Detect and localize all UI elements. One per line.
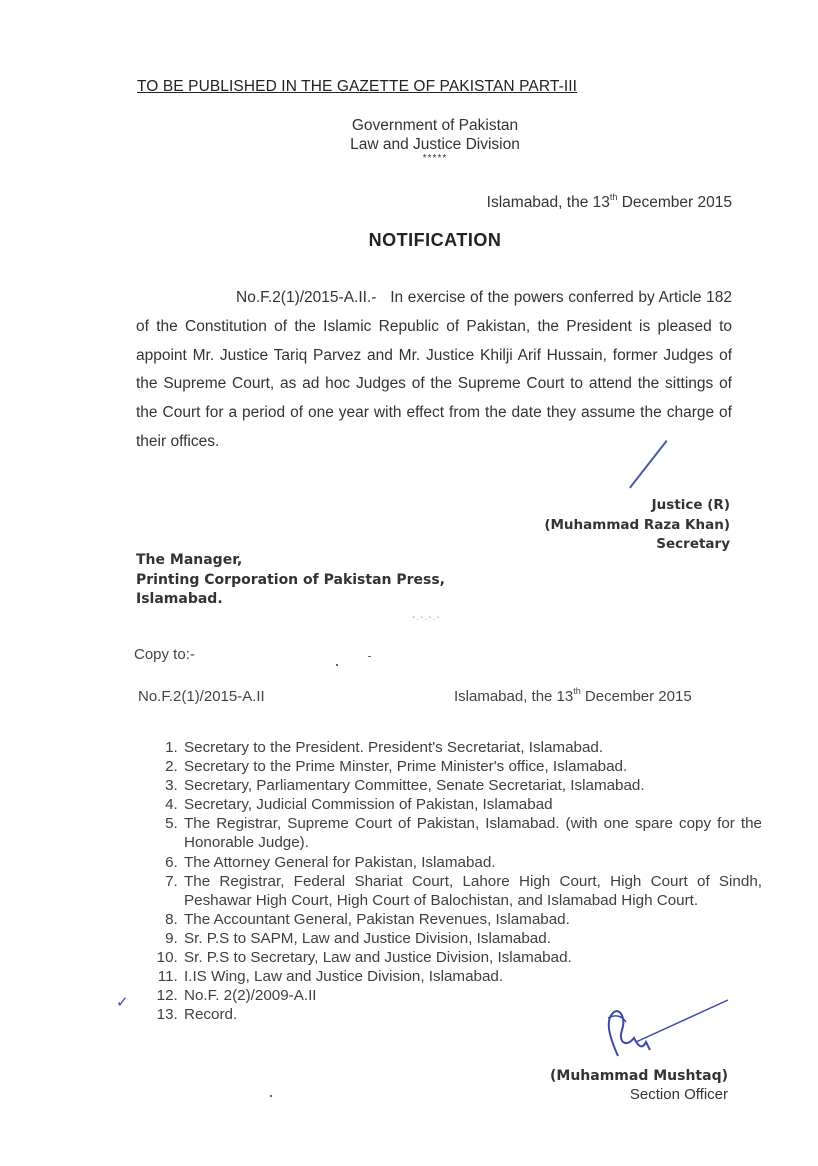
separator: -.-.-.-: [412, 612, 441, 623]
signatory-title: Justice (R): [651, 497, 730, 513]
list-item: 4. Secretary, Judicial Commission of Pakistan, Islamabad: [182, 795, 762, 814]
addressee-line: Islamabad.: [136, 591, 223, 607]
distribution-list: [152, 738, 762, 1024]
section-officer-title: Section Officer: [629, 1086, 728, 1103]
handwritten-signature: [596, 998, 736, 1068]
list-item: 1. Secretary to the President. President's Secretariat, Islamabad.: [182, 738, 762, 757]
tick-mark-icon: ✓: [116, 994, 129, 1011]
list-item: 5. The Registrar, Supreme Court of Pakistan, Islamabad. (with one spare copy for the Honorable Judge).: [182, 814, 762, 852]
list-item: 11. I.IS Wing, Law and Justice Division, Islamabad.: [182, 967, 762, 986]
stars-divider: *****: [422, 153, 448, 164]
signatory-name: (Muhammad Raza Khan): [544, 516, 730, 533]
gazette-heading: TO BE PUBLISHED IN THE GAZETTE OF PAKISTAN PART-III: [137, 78, 578, 95]
list-item: 10. Sr. P.S to Secretary, Law and Justice Division, Islamabad.: [182, 948, 762, 967]
copy-reference: No.F.2(1)/2015-A.II: [138, 688, 265, 705]
list-item: 6. The Attorney General for Pakistan, Islamabad.: [182, 853, 762, 872]
list-item: 12. No.F. 2(2)/2009-A.II: [182, 986, 762, 1005]
signatory-designation: Secretary: [656, 536, 730, 552]
addressee-line: Printing Corporation of Pakistan Press,: [136, 571, 446, 588]
secretary-signatory: [544, 496, 730, 555]
list-item: 3. Secretary, Parliamentary Committee, Senate Secretariat, Islamabad.: [182, 776, 762, 795]
copy-to-label: Copy to:-: [134, 646, 195, 663]
list-item: 7. The Registrar, Federal Shariat Court, Lahore High Court, High Court of Sindh, Peshawar High Court, High Court of Balochistan, and Islamabad High Court.: [182, 872, 762, 910]
division-name: Law and Justice Division: [350, 136, 520, 153]
list-item: 2. Secretary to the Prime Minster, Prime Minister's office, Islamabad.: [182, 757, 762, 776]
government-name: Government of Pakistan: [351, 117, 519, 134]
addressee-line: The Manager,: [136, 552, 243, 568]
copy-date: Islamabad, the 13th December 2015: [454, 686, 692, 705]
section-officer-name: (Muhammad Mushtaq): [550, 1068, 728, 1084]
list-item: 9. Sr. P.S to SAPM, Law and Justice Division, Islamabad.: [182, 929, 762, 948]
notification-text: In exercise of the powers conferred by Article 182 of the Constitution of the Islamic Republic of Pakistan, the President is pleased to appoint Mr. Justice Tariq Parvez and Mr. Justice Khilji Arif Hussain, former Judges of the Supreme Court, as ad hoc Judges of the Supreme Court to attend the sittings of the Court for a period of one year with effect from the date they assume the charge of their offices.: [136, 289, 732, 450]
page-title: NOTIFICATION: [368, 230, 502, 250]
notification-date: Islamabad, the 13th December 2015: [486, 192, 732, 211]
notification-body: [136, 284, 732, 457]
scan-speck: [270, 1095, 272, 1097]
list-item: 8. The Accountant General, Pakistan Revenues, Islamabad.: [182, 910, 762, 929]
scan-speck: [336, 664, 338, 666]
addressee-block: [136, 551, 445, 610]
scan-speck: [368, 656, 371, 657]
list-item: 13. Record.: [182, 1005, 762, 1024]
notification-reference: No.F.2(1)/2015-A.II.-: [236, 289, 377, 306]
